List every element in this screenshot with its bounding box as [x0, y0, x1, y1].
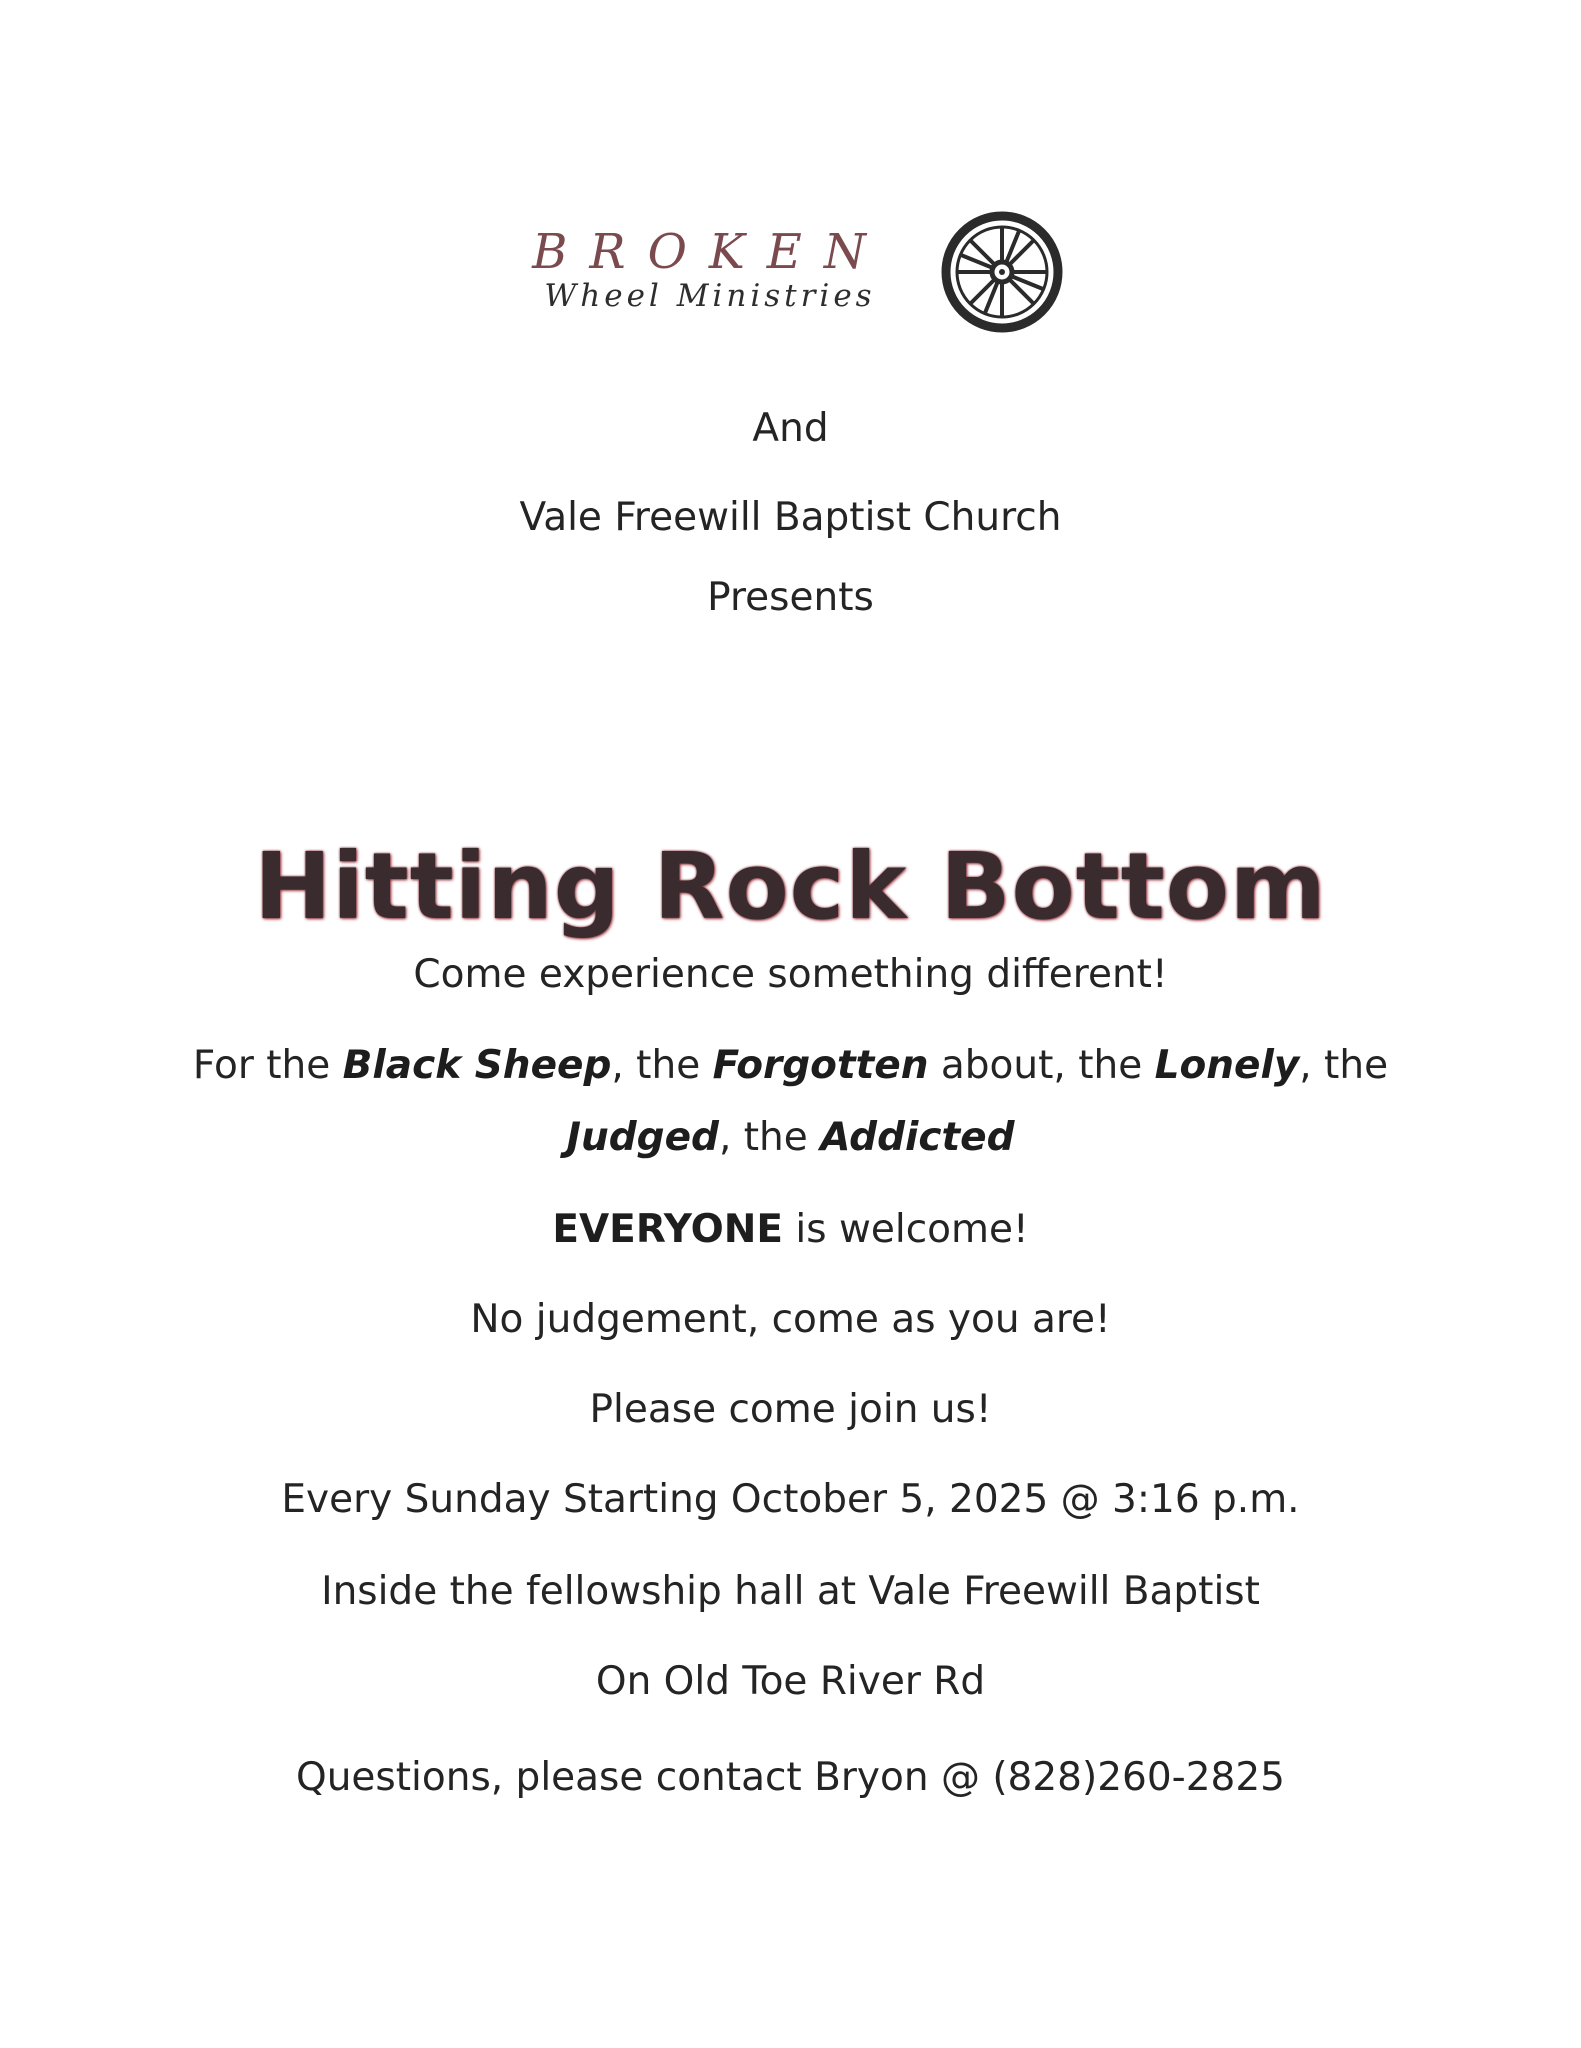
audience-for-the: For the — [192, 1043, 331, 1088]
audience-line-2 — [0, 1114, 1581, 1162]
event-title: Hitting Rock Bottom — [254, 832, 1327, 940]
intro-presents: Presents — [707, 575, 874, 620]
welcome-line — [0, 1206, 1581, 1254]
logo-word-wheel-ministries: Wheel Ministries — [544, 278, 876, 314]
intro-and: And — [752, 406, 829, 451]
audience-addicted: Addicted — [820, 1115, 1015, 1160]
contact-line: Questions, please contact Bryon @ (828)260-2825 — [296, 1755, 1285, 1800]
logo-wordmark — [500, 224, 920, 314]
tagline: Come experience something different! — [413, 952, 1168, 997]
audience-about-the: about, the — [940, 1043, 1143, 1088]
no-judgement-line: No judgement, come as you are! — [470, 1297, 1111, 1342]
location-line-1: Inside the fellowship hall at Vale Freewill Baptist — [321, 1569, 1260, 1614]
schedule-line: Every Sunday Starting October 5, 2025 @ 3:16 p.m. — [281, 1477, 1300, 1522]
location-line-2: On Old Toe River Rd — [595, 1659, 986, 1704]
join-line: Please come join us! — [589, 1387, 992, 1432]
intro-church-name: Vale Freewill Baptist Church — [519, 495, 1062, 540]
welcome-everyone: EVERYONE — [552, 1207, 784, 1252]
ministry-logo — [0, 210, 1581, 340]
audience-forgotten: Forgotten — [712, 1043, 929, 1088]
logo-word-broken: BROKEN — [532, 224, 888, 280]
audience-lonely: Lonely — [1154, 1043, 1300, 1088]
audience-line-1 — [0, 1042, 1581, 1090]
audience-judged: Judged — [566, 1115, 719, 1160]
audience-sep-3: , the — [718, 1115, 808, 1160]
audience-black-sheep: Black Sheep — [342, 1043, 612, 1088]
audience-sep-1: , the — [611, 1043, 701, 1088]
wagon-wheel-icon — [940, 210, 1064, 334]
welcome-rest: is welcome! — [795, 1207, 1029, 1252]
audience-sep-2: , the — [1299, 1043, 1389, 1088]
